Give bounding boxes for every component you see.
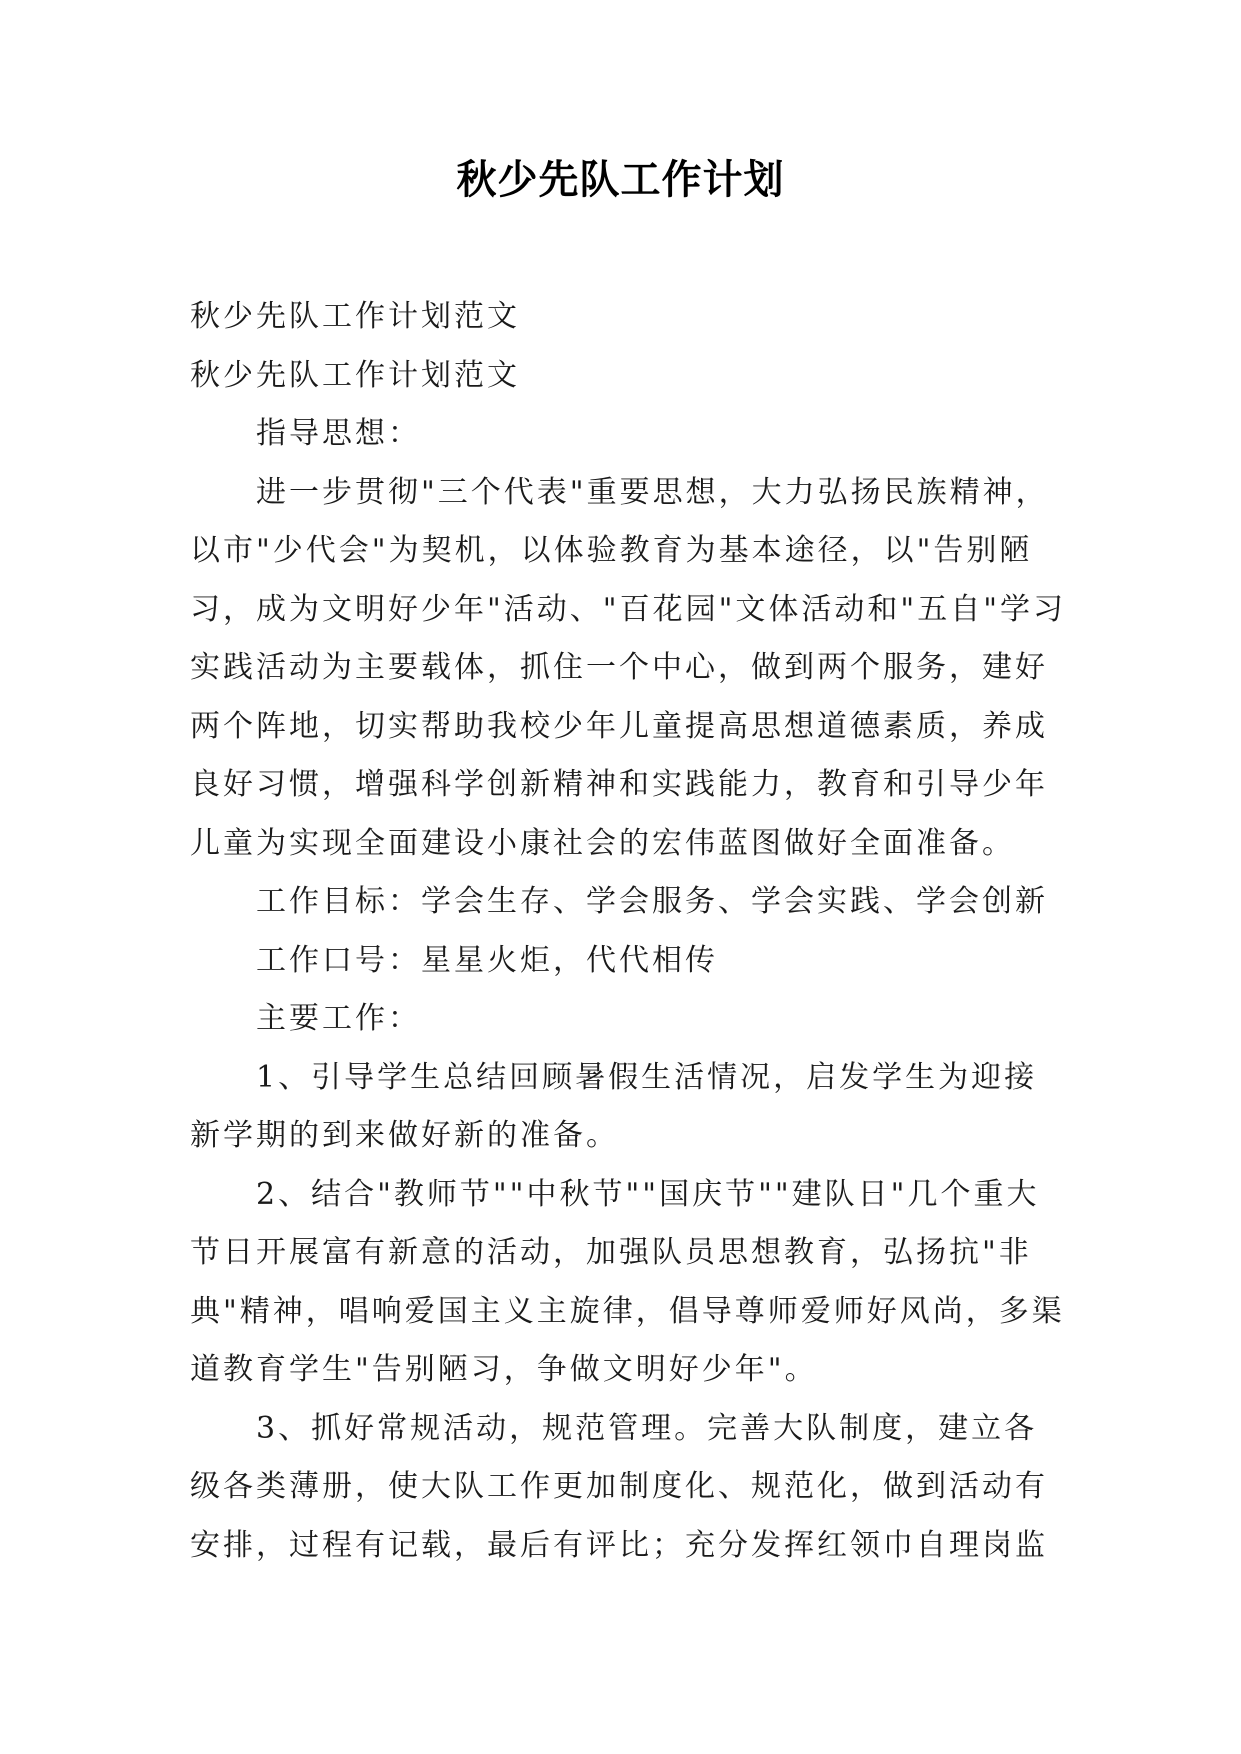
guiding-paragraph: 进一步贯彻"三个代表"重要思想，大力弘扬民族精神，以市"少代会"为契机，以体验教育为基本途径，以"告别陋习，成为文明好少年"活动、"百花园"文体活动和"五自"学习实践活动为主要载体，抓住一个中心，做到两个服务，建好两个阵地，切实帮助我校少年儿童提高思想道德素质，养成良好习惯，增强科学创新精神和实践能力，教育和引导少年儿童为实现全面建设小康社会的宏伟蓝图做好全面准备。 xyxy=(190,474,1066,861)
work-item: 3、抓好常规活动，规范管理。完善大队制度，建立各级各类薄册，使大队工作更加制度化、规范化，做到活动有安排，过程有记载，最后有评比；充分发挥红领巾自理岗监 xyxy=(190,1410,1048,1563)
work-slogan: 工作口号：星星火炬，代代相传 xyxy=(256,942,718,978)
guiding-heading: 指导思想： xyxy=(256,416,421,451)
page-title: 秋少先队工作计划 xyxy=(456,157,785,203)
subtitle-line: 秋少先队工作计划范文 xyxy=(190,357,520,393)
subtitle-line: 秋少先队工作计划范文 xyxy=(190,299,520,334)
main-work-heading: 主要工作： xyxy=(256,1001,421,1036)
work-item: 2、结合"教师节""中秋节""国庆节""建队日"几个重大节日开展富有新意的活动，加强队员思想教育，弘扬抗"非典"精神，唱响爱国主义主旋律，倡导尊师爱师好风尚，多渠道教育学生"告别陋习，争做文明好少年"。 xyxy=(190,1176,1065,1387)
work-goal: 工作目标：学会生存、学会服务、学会实践、学会创新 xyxy=(256,884,1048,919)
document-body xyxy=(190,288,1070,1575)
work-item: 1、引导学生总结回顾暑假生活情况，启发学生为迎接新学期的到来做好新的准备。 xyxy=(190,1059,1038,1153)
